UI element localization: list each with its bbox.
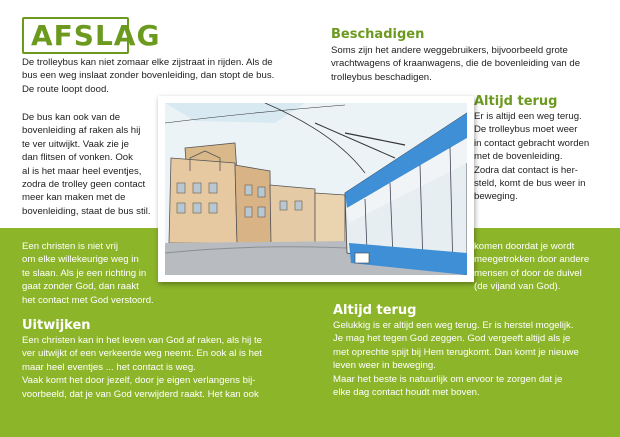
left-paragraph: De bus kan ook van de bovenleiding af raken als hij te ver uitwijkt. Vaak zie je dan flitsen of vonken. Ook al is het maar heel eventjes, zodra de trolley geen contact meer kan maken met de bovenleiding, staat de bus stil. bbox=[22, 112, 151, 217]
uitwijken-paragraph: Een christen kan in het leven van God af raken, als hij te ver uitwijkt of een verkeerde weg neemt. En ook al is het maar heel eventjes ... het contact is weg. Vaak komt het door jezelf, door je eigen verlangens bij- voorbeeld, dat je van God verwijderd raakt. Het kan ook bbox=[22, 335, 262, 400]
uitwijken-heading: Uitwijken bbox=[22, 318, 91, 333]
altijd-terug-paragraph-top: Er is altijd een weg terug. De trolleybus moet weer in contact gebracht worden met de bovenleiding. Zodra dat contact is her- steld, komt de bus weer in beweging. bbox=[474, 111, 590, 203]
altijd-terug-paragraph-bottom: Gelukkig is er altijd een weg terug. Er is herstel mogelijk. Je mag het tegen God zeggen. God vergeeft altijd als je met oprechte spijt bij Hem terugkomt. Dan komt je nieuwe leven weer in beweging. Maar het beste is natuurlijk om ervoor te zorgen dat je elke dag contact houdt met boven. bbox=[333, 320, 579, 399]
title-badge bbox=[22, 17, 161, 54]
beschadigen-paragraph: Soms zijn het andere weggebruikers, bijvoorbeeld grote vrachtwagens of kraanwagens, die de bovenleiding van de trolleybus beschadigen. bbox=[331, 45, 581, 83]
altijd-terug-heading-bottom: Altijd terug bbox=[333, 303, 417, 318]
green-left-paragraph: Een christen is niet vrij om elke willekeurige weg in te slaan. Als je een richting in gaat zonder God, dan raakt het contact met God verstoord. bbox=[22, 241, 154, 306]
trolleybus-drawing bbox=[165, 103, 467, 275]
page-title: AFSLAG bbox=[31, 19, 161, 52]
beschadigen-heading: Beschadigen bbox=[331, 27, 425, 42]
intro-paragraph: De trolleybus kan niet zomaar elke zijstraat in rijden. Als de bus een weg inslaat zonder bovenleiding, dan stopt de bus. De route loopt dood. bbox=[22, 57, 275, 95]
green-right-paragraph: komen doordat je wordt meegetrokken door andere mensen of door de duivel (de vijand van God). bbox=[474, 241, 590, 293]
trolleybus-illustration bbox=[158, 96, 474, 282]
altijd-terug-heading-top: Altijd terug bbox=[474, 94, 558, 109]
